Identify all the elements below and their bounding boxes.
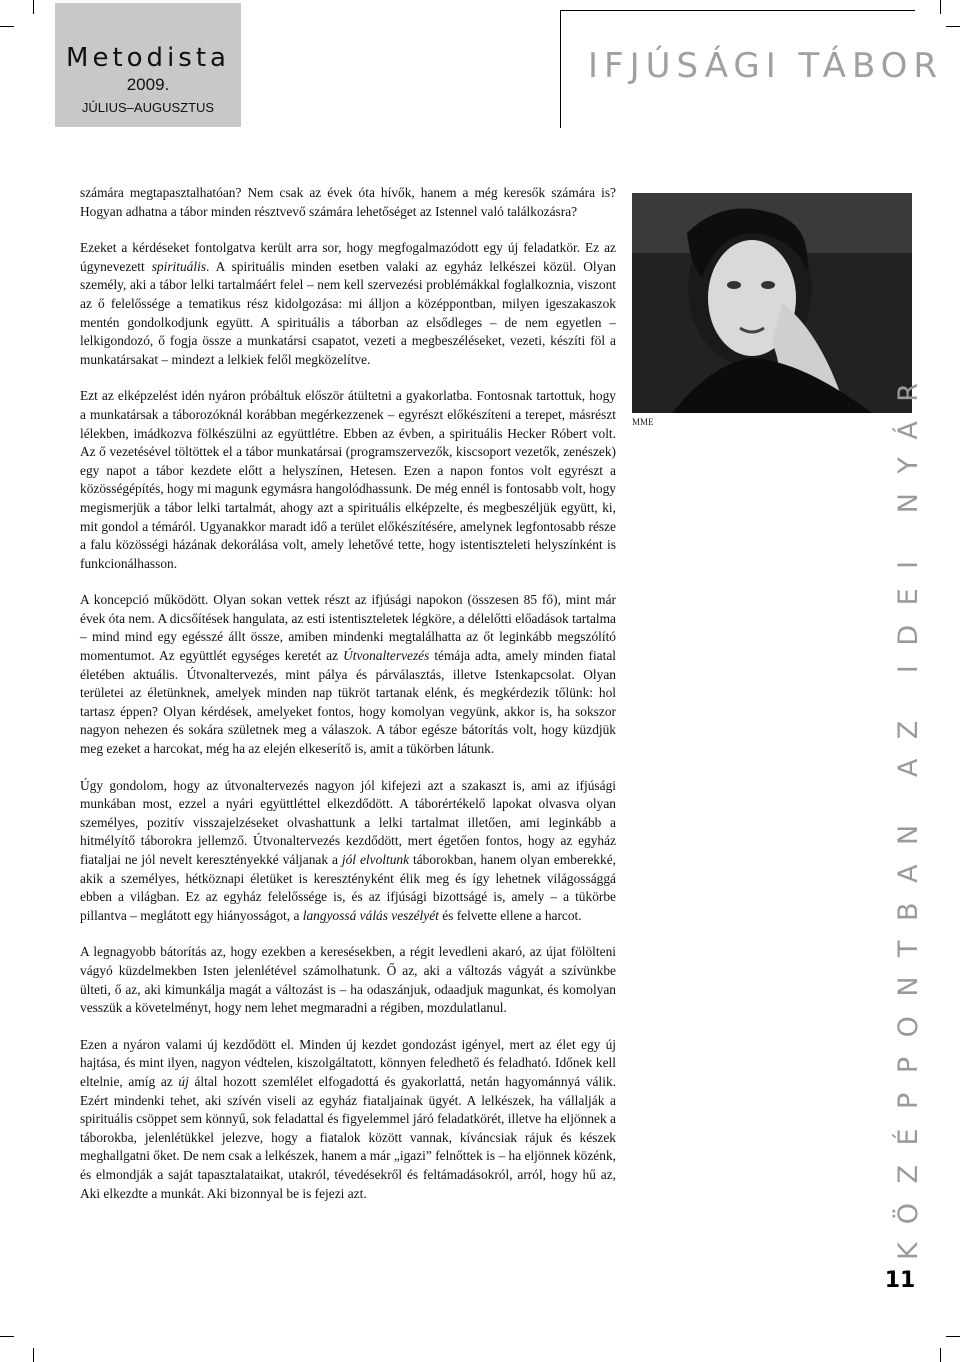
paragraph-2 — [80, 239, 616, 369]
paragraph-4 — [80, 591, 616, 758]
crop-mark-top-left-v — [33, 0, 34, 14]
masthead-months: JÚLIUS–AUGUSZTUS — [81, 100, 215, 115]
crop-mark-top-right-h — [946, 26, 960, 27]
paragraph-6: A legnagyobb bátorítás az, hogy ezekben a keresésekben, a régit levedleni akaró, az újat fölölteni vágyó küzdelmekben Isten jelenlétével számolhatunk. Ő az, aki a változás vágyát a szívünkbe ülteti, ő az, aki kimunkálja magát a változást is – ha odaszánjuk, odaadjuk magunkat, és komolyan vesszük a követelményt, hogy nem lehet megmaradni a régiben, mozdulatlanul. — [80, 944, 616, 1016]
crop-mark-top-right-v — [940, 0, 941, 14]
masthead-year: 2009. — [126, 75, 170, 94]
crop-mark-bottom-right-v — [940, 1348, 941, 1362]
paragraph-5-text-c: és felvette ellene a harcot. — [438, 907, 582, 923]
paragraph-7-text-b: által hozott szemlélet elfogadottá és gyakorlattá, netán hagyománnyá válik. Ezért mindenki tehet, aki szívén viseli az egyház fiataljainak ügyét. A lelkészek, ha vállalják a spirituális csöppet sem könnyű, sok feladattal és figyelemmel járó feladatkörét, illetve ha eljönnek a táborokba, jelenlétükkel jelezve, hogy a fiatalok között vannak, kíváncsiak rájuk és készek meghallgatni őket. De nem csak a lelkészek, hanem a már „igazi” felnőttek is – ha eljönnek közénk, és elmondják a saját tapasztalataikat, utakról, tévedésekről és feltámadásokról, arról, hogy hű az, Aki elkezdte a munkát. Aki bizonnyal be is fejezi azt. — [80, 1073, 616, 1201]
paragraph-7 — [80, 1036, 616, 1203]
header-rule-vertical — [560, 10, 561, 128]
masthead — [55, 3, 241, 127]
portrait-photo-icon — [632, 193, 912, 413]
paragraph-4-emphasis: Útvonaltervezés — [343, 648, 430, 664]
article-body — [80, 184, 616, 1221]
paragraph-3: Ezt az elképzelést idén nyáron próbáltuk először átültetni a gyakorlatba. Fontosnak tartottuk, hogy a munkatársak a táborozóknál korábban megérkezzenek – egyrészt előkészíteni a terepet, másrészt lélekben, imádkozva fölkészülni az együttlétre. Ebben az évben, a spirituális Hecker Róbert volt. Az ő vezetésével töltöttek el a tábor munkatársai (programszervezők, kiscsoport vezetők, zenészek) egy napot a tábor kezdete előtt a helyszínen, Hetesen. Ezen a napon fontos volt egyrészt a közösségépítés, hogy mi magunk egymásra hangolódhassunk. De még ennél is fontosabb volt, hogy megismerjük a tábor lelki tartalmát, ahogy azt a spirituális elképzelte, és megbeszéljük együtt, ki, mit gondol a témáról. Ugyanakkor maradt idő a terület előkészítésére, amelynek legfontosabb része a falu közösségi házának dekorálása volt, amely lehetővé tette, hogy istentiszteleti helyszínként is funkcionálhasson. — [80, 388, 616, 571]
paragraph-5-emphasis-2: langyossá válás veszélyét — [302, 907, 439, 923]
section-title: IFJÚSÁGI TÁBOR — [588, 46, 944, 86]
paragraph-4-text-a: A koncepció működött. Olyan sokan vettek részt az ifjúsági napokon (összesen 85 fő), mint már évek óta nem. A dicsőítések hangulata, az esti istentiszteletek légköre, a délelőtti előadások tartalma – mind mind egy egésszé állt össze, amiben mindenki megtalálhatta az őt leginkább megszólító momentumot. Az együttlét egységes keretét az — [80, 592, 616, 664]
photo-caption: MME — [632, 417, 654, 427]
paragraph-2-emphasis: spirituális — [151, 258, 207, 274]
vertical-section-title: KÖZÉPPONTBAN AZ IDEI NYÁR — [893, 363, 924, 1260]
crop-mark-top-left-h — [0, 26, 14, 27]
page-number: 11 — [884, 1268, 916, 1293]
paragraph-5-emphasis-1: jól elvoltunk — [341, 852, 410, 867]
paragraph-1: számára megtapasztalhatóan? Nem csak az évek óta hívők, hanem a még keresők számára is? Hogyan adhatna a tábor minden résztvevő számára lehetőséget az Istennel való találkozásra? — [80, 185, 616, 219]
paragraph-2-text-b: . A spirituális minden esetben valaki az egyház lelkészei közül. Olyan személy, aki a tábor lelki tartalmáért felel – nem kell szervezési problémákkal foglalkoznia, viszont az ő felelőssége a tematikus rész kidolgozása: mi álljon a középpontban, milyen igeszakaszok mentén gondolkodjunk együtt. A spirituális a táborban az elsődleges – de nem egyetlen – lelkigondozó, ő fogja össze a munkatársi csapatot, vezeti a megbeszéléseket, vezeti, készíti föl a munkatársakat – mindezt a lelkiek felől megközelítve. — [80, 258, 616, 367]
paragraph-5-text-b: táborokban, hanem olyan emberekké, akik a személyes, hétköznapi életüket is keresztényként élik meg és így lehetnek világossággá ebben a világban. Ez az egyház felelőssége is, és az ifjúsági bizottságé is, amely – a tükörbe pillantva – meglátott egy hiányosságot, a — [80, 852, 616, 923]
article-photo — [632, 193, 912, 413]
crop-mark-bottom-left-v — [33, 1348, 34, 1362]
paragraph-4-text-b: témája adta, amely minden fiatal életében aktuális. Útvonaltervezés, mint pálya és párválasztás, illetve Istenkapcsolat. Olyan területei az életünknek, amelyek minden nap tükröt tartanak elénk, és megkérdezik tőlünk: hol tartasz éppen? Olyan kérdések, amelyeket fontos, hogy komolyan vegyünk, akkor is, ha sokszor nagyon nehezen és sokára születnek meg a válaszok. A tábor egésze bátorítás volt, hogy küzdjük meg ezeket a harcokat, még ha az elején elkeserítő is, amit a tükörben látunk. — [80, 648, 616, 757]
paragraph-7-text-a: Ezen a nyáron valami új kezdődött el. Minden új kezdet gondozást igényel, mert az élet egy új hajtása, és mint ilyen, nagyon védtelen, kiszolgáltatott, könnyen feledhető és feladható. Időnek kell eltelnie, amíg az — [80, 1036, 616, 1089]
paragraph-5 — [80, 777, 616, 926]
paragraph-5-text-a: Úgy gondolom, hogy az útvonaltervezés nagyon jól kifejezi azt a szakaszt is, ami az ifjúsági munkában most, ezzel a nyári együttléttel elkezdődött. A táborértékelő lapokat olvasva olyan személyes, pozitív visszajelzéseket olvashattunk a lelki tartalmat illetően, ami leginkább a hitmélyítő táborokra jellemző. Útvonaltervezés kezdődött, mert égetően fontos, hogy az egyház fiataljai ne jól nevelt keresztényekké váljanak a — [80, 777, 616, 867]
masthead-name: Metodista — [66, 43, 230, 73]
crop-mark-bottom-right-h — [946, 1336, 960, 1337]
crop-mark-bottom-left-h — [0, 1336, 14, 1337]
paragraph-2-text-a: Ezeket a kérdéseket fontolgatva került arra sor, hogy megfogalmazódott egy új feladatkör. Ez az úgynevezett — [80, 240, 616, 274]
paragraph-7-emphasis: új — [178, 1073, 189, 1089]
header-rule-horizontal — [560, 10, 915, 11]
